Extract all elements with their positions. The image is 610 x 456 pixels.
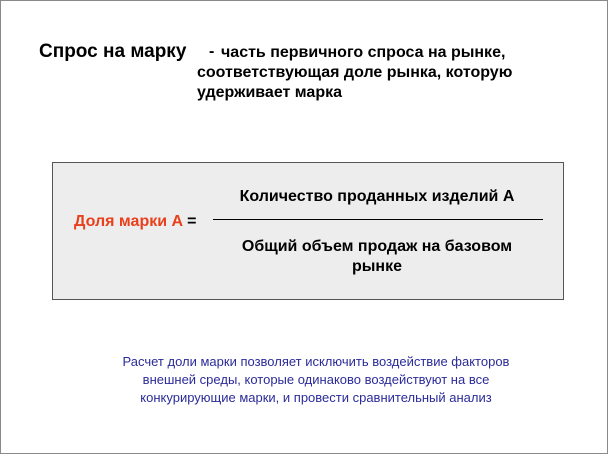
formula-denominator: Общий объем продаж на базовом рынке xyxy=(241,238,513,275)
term-dash: - xyxy=(209,43,215,60)
formula-left-side xyxy=(74,213,196,231)
term-heading: Спрос на марку xyxy=(39,41,187,62)
formula-label: Доля марки А xyxy=(74,213,184,230)
formula-equals-sign: = xyxy=(187,213,197,230)
fraction-line xyxy=(213,219,543,220)
explanatory-note: Расчет доли марки позволяет исключить воздействие факторов внешней среды, которые одинаково воздействуют на все конкурирующие марки, и провести сравнительный анализ xyxy=(122,354,510,405)
formula-numerator: Количество проданных изделий А xyxy=(239,188,515,205)
formula-box xyxy=(52,162,564,300)
term-definition: часть первичного спроса на рынке, соответствующая доле рынка, которую удерживает марка xyxy=(197,44,513,101)
